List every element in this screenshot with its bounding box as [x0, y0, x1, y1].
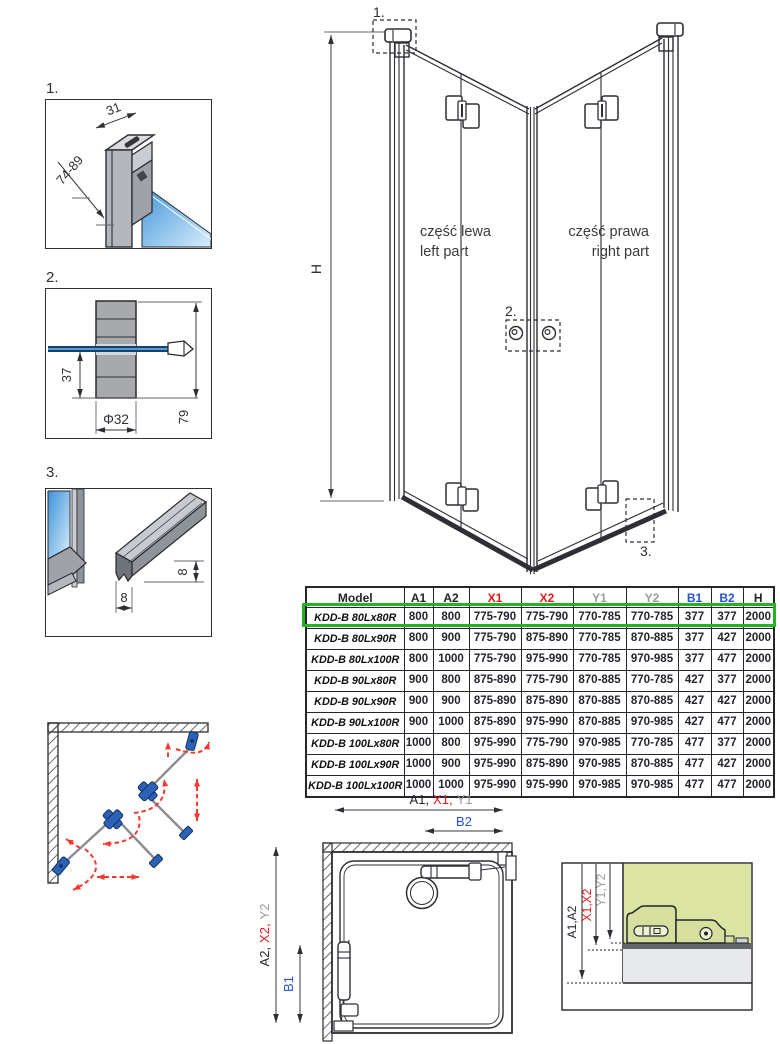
hinge-bottom-right [586, 481, 618, 510]
value-cell: 975-990 [469, 734, 521, 755]
column-header-y1: Y1 [573, 587, 626, 608]
value-cell: 970-985 [573, 755, 626, 776]
door-panels [64, 746, 192, 863]
value-cell: 477 [678, 734, 711, 755]
value-cell: 900 [433, 629, 469, 650]
value-cell: 970-985 [626, 713, 678, 734]
value-cell: 900 [404, 713, 433, 734]
value-cell: 2000 [743, 629, 774, 650]
value-cell: 1000 [433, 713, 469, 734]
right-part-label-en: right part [591, 244, 649, 260]
value-cell: 970-985 [626, 776, 678, 798]
table-row [306, 650, 774, 671]
value-cell: 770-785 [573, 650, 626, 671]
callout-2-label: 2. [505, 303, 517, 319]
detail-2-drawing [46, 289, 211, 438]
column-header-h: H [743, 587, 774, 608]
value-cell: 800 [433, 734, 469, 755]
value-cell: 427 [711, 629, 743, 650]
hinge-top-right [585, 96, 618, 128]
value-cell: 875-890 [469, 713, 521, 734]
value-cell: 477 [678, 755, 711, 776]
value-cell: 975-990 [469, 776, 521, 798]
value-cell: 427 [711, 692, 743, 713]
detail-3-drawing [46, 489, 211, 636]
value-cell: 377 [711, 608, 743, 629]
value-cell: 770-785 [626, 608, 678, 629]
model-cell: KDD-B 80Lx80R [306, 608, 404, 629]
detail-1-box [45, 99, 212, 249]
value-cell: 477 [711, 713, 743, 734]
dim-a1x1y1: A1, X1, Y1 [409, 792, 473, 807]
top-view-drawing [255, 790, 540, 1044]
value-cell: 427 [711, 755, 743, 776]
model-cell: KDD-B 90Lx80R [306, 671, 404, 692]
value-cell: 775-790 [521, 734, 573, 755]
model-cell: KDD-B 90Lx100R [306, 713, 404, 734]
table-row [306, 734, 774, 755]
value-cell: 970-985 [573, 734, 626, 755]
detail-3-dim-height: 8 [175, 568, 190, 576]
value-cell: 775-790 [521, 671, 573, 692]
value-cell: 870-885 [626, 755, 678, 776]
value-cell: 900 [433, 755, 469, 776]
value-cell: 2000 [743, 713, 774, 734]
value-cell: 427 [678, 692, 711, 713]
value-cell: 377 [711, 671, 743, 692]
value-cell: 870-885 [573, 692, 626, 713]
dim-b2: B2 [456, 814, 472, 829]
value-cell: 2000 [743, 692, 774, 713]
model-cell: KDD-B 100Lx80R [306, 734, 404, 755]
folding-schematic [28, 715, 253, 945]
table-row [306, 608, 774, 629]
value-cell: 875-890 [521, 629, 573, 650]
value-cell: 377 [678, 608, 711, 629]
detail-1-dim-depth: 74-89 [53, 152, 87, 188]
dim-a2x2y2: A2,X2,Y2 [257, 903, 272, 967]
value-cell: 775-790 [469, 629, 521, 650]
table-row [306, 755, 774, 776]
detail-1-label: 1. [46, 80, 59, 97]
spec-table [305, 586, 775, 798]
column-header-model: Model [306, 587, 404, 608]
value-cell: 2000 [743, 650, 774, 671]
column-header-a2: A2 [433, 587, 469, 608]
model-cell: KDD-B 80Lx100R [306, 650, 404, 671]
corner-post [527, 106, 537, 574]
value-cell: 2000 [743, 776, 774, 798]
value-cell: 900 [404, 671, 433, 692]
table-row [306, 671, 774, 692]
value-cell: 900 [404, 692, 433, 713]
detail-1-drawing [46, 100, 211, 248]
value-cell: 800 [404, 650, 433, 671]
value-cell: 2000 [743, 671, 774, 692]
detail-2-dim-height: 79 [176, 409, 191, 425]
tray-outline [332, 852, 512, 1033]
value-cell: 975-990 [521, 776, 573, 798]
value-cell: 875-890 [521, 755, 573, 776]
value-cell: 770-785 [626, 671, 678, 692]
left-part-label-en: left part [420, 244, 469, 260]
callout-3-label: 3. [640, 543, 652, 559]
dim-b1: B1 [281, 976, 296, 992]
value-cell: 477 [711, 650, 743, 671]
tray-edge [623, 949, 751, 983]
detail-2-label: 2. [46, 269, 59, 286]
column-header-b2: B2 [711, 587, 743, 608]
value-cell: 800 [404, 629, 433, 650]
column-header-y2: Y2 [626, 587, 678, 608]
value-cell: 775-790 [469, 650, 521, 671]
wall-hatching [48, 723, 208, 883]
hinge-top-left [446, 96, 479, 128]
value-cell: 377 [711, 734, 743, 755]
value-cell: 975-990 [469, 755, 521, 776]
value-cell: 800 [433, 608, 469, 629]
value-cell: 1000 [433, 776, 469, 798]
left-wall [323, 843, 332, 1041]
value-cell: 2000 [743, 755, 774, 776]
hinge-bottom-left [446, 483, 478, 511]
value-cell: 427 [678, 713, 711, 734]
knob-right [543, 327, 556, 340]
detail-2-dim-offset: 37 [59, 367, 74, 383]
model-cell: KDD-B 80Lx90R [306, 629, 404, 650]
left-wall-profile [385, 29, 411, 501]
value-cell: 975-990 [521, 650, 573, 671]
column-header-a1: A1 [404, 587, 433, 608]
value-cell: 975-990 [521, 713, 573, 734]
value-cell: 2000 [743, 734, 774, 755]
left-part-label-pl: część lewa [420, 224, 491, 240]
value-cell: 1000 [433, 650, 469, 671]
value-cell: 427 [678, 671, 711, 692]
dim-a1a2: A1,A2 [565, 905, 579, 939]
value-cell: 870-885 [626, 629, 678, 650]
value-cell: 800 [404, 608, 433, 629]
table-header-row [306, 587, 774, 608]
value-cell: 900 [433, 692, 469, 713]
column-header-b1: B1 [678, 587, 711, 608]
top-wall [323, 843, 512, 852]
main-drawing [300, 5, 690, 580]
model-cell: KDD-B 90Lx90R [306, 692, 404, 713]
value-cell: 870-885 [626, 692, 678, 713]
value-cell: 1000 [404, 776, 433, 798]
detail-3-label: 3. [46, 464, 59, 481]
model-cell: KDD-B 100Lx90R [306, 755, 404, 776]
table-row [306, 692, 774, 713]
value-cell: 970-985 [626, 650, 678, 671]
value-cell: 875-890 [521, 692, 573, 713]
detail-3-dim-width: 8 [120, 590, 128, 605]
value-cell: 1000 [404, 755, 433, 776]
value-cell: 1000 [404, 734, 433, 755]
opening-direction-arrows [66, 742, 209, 890]
value-cell: 377 [678, 629, 711, 650]
value-cell: 477 [711, 776, 743, 798]
right-wall-profile [657, 23, 683, 512]
value-cell: 775-790 [469, 608, 521, 629]
value-cell: 775-790 [521, 608, 573, 629]
seal-strip [623, 943, 751, 949]
detail-2-dim-diameter: Φ32 [103, 412, 129, 427]
table-row [306, 629, 774, 650]
value-cell: 870-885 [573, 713, 626, 734]
value-cell: 477 [678, 776, 711, 798]
detail-3-box [45, 488, 212, 637]
value-cell: 970-985 [573, 776, 626, 798]
detail-1-dim-width: 31 [103, 100, 123, 119]
value-cell: 870-885 [573, 671, 626, 692]
knob-left [510, 327, 523, 340]
table-row [306, 713, 774, 734]
dim-x1x2: X1,X2 [580, 888, 594, 922]
value-cell: 770-785 [626, 734, 678, 755]
value-cell: 377 [678, 650, 711, 671]
model-cell: KDD-B 100Lx100R [306, 776, 404, 798]
spec-table-container [305, 586, 773, 792]
dim-y1y2: Y1,Y2 [594, 873, 608, 907]
main-height-dim: H [308, 263, 324, 275]
value-cell: 2000 [743, 608, 774, 629]
value-cell: 875-890 [469, 692, 521, 713]
right-part-label-pl: część prawa [568, 224, 649, 240]
value-cell: 800 [433, 671, 469, 692]
value-cell: 770-785 [573, 629, 626, 650]
value-cell: 770-785 [573, 608, 626, 629]
value-cell: 875-890 [469, 671, 521, 692]
detail-2-box [45, 288, 212, 439]
callout-1-label: 1. [373, 5, 385, 20]
installation-detail-drawing [555, 858, 780, 1020]
column-header-x1: X1 [469, 587, 521, 608]
column-header-x2: X2 [521, 587, 573, 608]
